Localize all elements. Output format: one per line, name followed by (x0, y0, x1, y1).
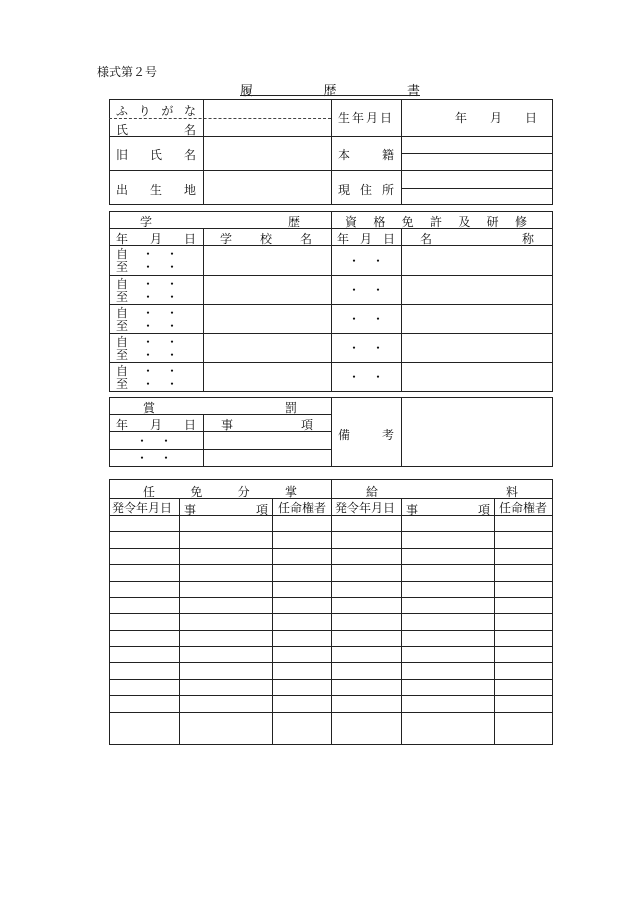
domicile-char: 本 (338, 148, 351, 162)
table-row[interactable] (110, 500, 552, 515)
license-header-char: 許 (429, 215, 442, 229)
domicile-char: 籍 (381, 148, 394, 162)
name-char: 名 (183, 123, 196, 137)
remarks-input[interactable] (402, 398, 552, 466)
matter-char: 事 (221, 418, 234, 432)
license-name-char: 称 (521, 232, 534, 246)
license-header-char: 免 (401, 215, 414, 229)
appointments-header-char: 任 (143, 485, 156, 499)
title-underline (240, 95, 420, 96)
license-header-char: 及 (458, 215, 471, 229)
table-row[interactable] (110, 697, 552, 712)
col-month: 月 (359, 232, 372, 246)
from-label: 自 (116, 306, 129, 320)
furigana-input[interactable] (204, 100, 330, 117)
address-label (338, 181, 394, 198)
education-header (140, 213, 300, 230)
rewards-matter-header (221, 416, 313, 433)
salary-header-char: 給 (366, 485, 379, 499)
table-row-divider (109, 531, 553, 532)
date-dots: ・ ・ (142, 290, 179, 304)
license-header-char: 修 (514, 215, 527, 229)
col-day: 日 (183, 232, 196, 246)
birthplace-char: 地 (183, 183, 196, 197)
date-dots: ・ ・ (142, 348, 179, 362)
appointments-header-char: 掌 (284, 485, 297, 499)
domicile-input[interactable] (402, 137, 552, 169)
former-name-char: 名 (183, 148, 196, 162)
date-dots: ・ ・ (142, 319, 179, 333)
matter-char: 項 (300, 418, 313, 432)
document-title (240, 80, 420, 99)
table-row-divider (109, 564, 553, 565)
furigana-char: り (138, 104, 151, 118)
address-char: 所 (381, 183, 394, 197)
col-year: 年 (116, 418, 129, 432)
col-year: 年 (337, 232, 350, 246)
remarks-label (338, 426, 394, 443)
appointment-authority-col: 任命権者 (278, 501, 327, 515)
rewards-date-dots: ・ ・ (136, 434, 173, 448)
table-row[interactable] (110, 566, 552, 581)
table-row[interactable] (110, 516, 552, 531)
rewards-header (143, 399, 297, 416)
former-name-char: 氏 (149, 148, 162, 162)
date-dots: ・ ・ (142, 306, 179, 320)
date-dots: ・ ・ (142, 260, 179, 274)
salary-date-col: 発令年月日 (335, 501, 396, 515)
date-dots: ・ ・ (142, 277, 179, 291)
title-char-2: 歴 (323, 84, 337, 99)
form-number: 様式第２号 (97, 65, 158, 79)
to-label: 至 (116, 260, 129, 274)
license-date-dots: ・ ・ (348, 283, 385, 297)
license-name-header (420, 230, 534, 247)
matter-char: 項 (255, 503, 268, 517)
address-char: 住 (359, 183, 372, 197)
birthplace-input[interactable] (204, 171, 330, 204)
from-label: 自 (116, 335, 129, 349)
table-row[interactable] (110, 664, 552, 679)
table-row-divider (109, 662, 553, 663)
address-input[interactable] (402, 171, 552, 204)
birthdate-month-unit: 月 (490, 111, 503, 125)
name-input[interactable] (204, 119, 330, 135)
former-name-label (116, 146, 196, 163)
table-row[interactable] (110, 631, 552, 646)
license-date-dots: ・ ・ (348, 341, 385, 355)
appointments-header-char: 免 (190, 485, 203, 499)
salary-header (366, 483, 518, 500)
birthdate-year-unit: 年 (455, 111, 468, 125)
appointments-header-char: 分 (237, 485, 250, 499)
license-name-char: 名 (420, 232, 433, 246)
to-label: 至 (116, 319, 129, 333)
furigana-label (116, 102, 196, 119)
rewards-header-char: 賞 (143, 401, 156, 415)
license-header-char: 格 (373, 215, 386, 229)
license-date-dots: ・ ・ (348, 370, 385, 384)
table-row[interactable] (110, 533, 552, 548)
date-dots: ・ ・ (142, 335, 179, 349)
table-row[interactable] (110, 549, 552, 564)
from-label: 自 (116, 247, 129, 261)
title-char-3: 書 (406, 84, 420, 99)
birthplace-char: 生 (149, 183, 162, 197)
former-name-input[interactable] (204, 137, 330, 169)
table-row[interactable] (110, 713, 552, 728)
birthplace-label (116, 181, 196, 198)
furigana-char: ふ (116, 104, 129, 118)
col-year: 年 (116, 232, 129, 246)
col-day: 日 (382, 232, 395, 246)
license-header (345, 213, 527, 230)
table-row[interactable] (110, 598, 552, 613)
rewards-date-dots: ・ ・ (136, 451, 173, 465)
appointment-date-col: 発令年月日 (112, 501, 173, 515)
domicile-label (338, 146, 394, 163)
address-char: 現 (338, 183, 351, 197)
education-header-char: 歴 (287, 215, 300, 229)
matter-char: 事 (184, 503, 197, 517)
license-date-header (337, 230, 395, 247)
license-date-dots: ・ ・ (348, 254, 385, 268)
col-month: 月 (149, 232, 162, 246)
former-name-char: 旧 (116, 148, 129, 162)
rewards-header-char: 罰 (284, 401, 297, 415)
name-label (116, 121, 196, 138)
matter-char: 事 (406, 503, 419, 517)
table-row-divider (109, 613, 553, 614)
table-row[interactable] (110, 582, 552, 597)
table-row[interactable] (110, 615, 552, 630)
to-label: 至 (116, 377, 129, 391)
license-header-char: 研 (486, 215, 499, 229)
from-label: 自 (116, 277, 129, 291)
from-label: 自 (116, 364, 129, 378)
education-date-header (116, 230, 196, 247)
birthdate-label: 生年月日 (338, 111, 395, 125)
school-header-char: 学 (220, 232, 233, 246)
school-name-header (220, 230, 312, 247)
appointments-header (143, 483, 297, 500)
license-header-char: 資 (345, 215, 358, 229)
col-month: 月 (149, 418, 162, 432)
birthdate-day-unit: 日 (525, 111, 538, 125)
remarks-char: 考 (381, 428, 394, 442)
name-char: 氏 (116, 123, 129, 137)
furigana-char: が (161, 104, 174, 118)
salary-authority-col: 任命権者 (499, 501, 548, 515)
salary-header-char: 料 (505, 485, 518, 499)
table-row[interactable] (110, 647, 552, 662)
school-header-char: 校 (259, 232, 272, 246)
license-date-dots: ・ ・ (348, 312, 385, 326)
school-header-char: 名 (299, 232, 312, 246)
col-day: 日 (183, 418, 196, 432)
to-label: 至 (116, 348, 129, 362)
birthdate-input[interactable] (402, 100, 552, 135)
to-label: 至 (116, 290, 129, 304)
title-char-1: 履 (240, 84, 254, 99)
date-dots: ・ ・ (142, 377, 179, 391)
birthplace-char: 出 (116, 183, 129, 197)
rewards-date-header (116, 416, 196, 433)
table-row-divider (109, 695, 553, 696)
table-row[interactable] (110, 680, 552, 695)
education-header-char: 学 (140, 215, 153, 229)
furigana-char: な (183, 104, 196, 118)
remarks-char: 備 (338, 428, 351, 442)
date-dots: ・ ・ (142, 247, 179, 261)
matter-char: 項 (477, 503, 490, 517)
date-dots: ・ ・ (142, 364, 179, 378)
